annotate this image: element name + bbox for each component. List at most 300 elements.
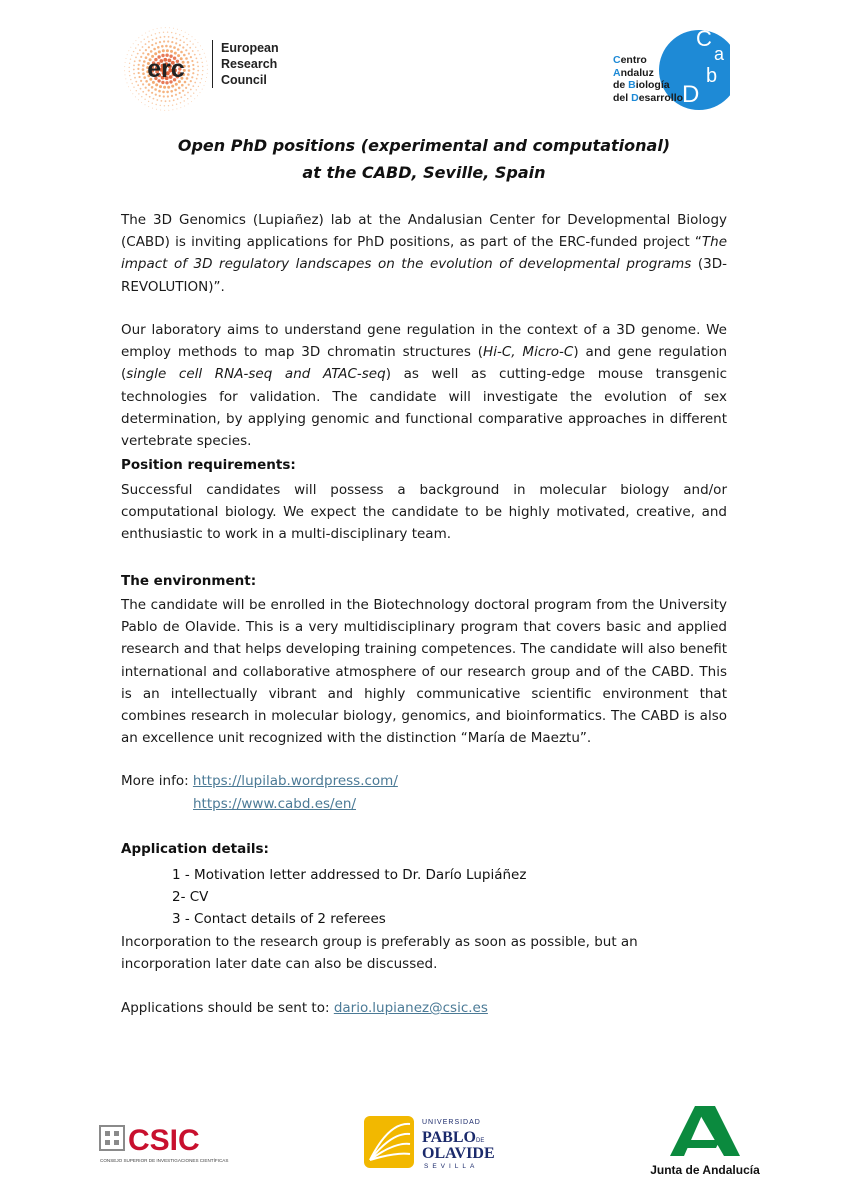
erc-dot — [141, 96, 142, 97]
upo-logo — [362, 1112, 502, 1172]
erc-dot — [185, 87, 187, 89]
erc-dot — [164, 105, 165, 106]
erc-dot — [168, 110, 169, 111]
erc-dot — [153, 98, 155, 100]
csic-subtitle: CONSEJO SUPERIOR DE INVESTIGACIONES CIENTÍFICAS — [100, 1158, 229, 1163]
erc-dot — [194, 54, 196, 56]
erc-dot — [197, 74, 199, 76]
list-item: 1 - Motivation letter addressed to Dr. Darío Lupiáñez — [172, 867, 527, 883]
more-info-label: More info: — [121, 773, 193, 789]
erc-dot — [178, 87, 181, 90]
erc-dot — [182, 90, 184, 92]
erc-dot — [192, 50, 194, 52]
erc-dot — [165, 45, 168, 48]
erc-dot — [133, 69, 135, 71]
application-heading: Application details: — [121, 841, 269, 857]
erc-dot — [180, 39, 182, 41]
erc-dot — [137, 84, 139, 86]
csic-mark: CSIC — [128, 1124, 200, 1157]
erc-dot — [133, 87, 134, 88]
erc-name-line2: Research — [221, 57, 278, 71]
erc-dot — [152, 39, 154, 41]
intro-paragraph: The 3D Genomics (Lupiañez) lab at the Andalusian Center for Developmental Biology (CABD) is inviting applications for PhD positions, as part of the ERC-funded project “The impact of 3D regulatory landscapes on the evolution of developmental programs (3D-REVOLUTION)”. — [121, 212, 727, 295]
send-line: Applications should be sent to: dario.lupianez@csic.es — [121, 1000, 488, 1016]
erc-dot — [172, 109, 173, 110]
more-info-second — [193, 793, 356, 815]
erc-dot — [139, 76, 141, 78]
junta-text: Junta de Andalucía — [650, 1163, 760, 1177]
erc-dot — [160, 105, 161, 106]
erc-dot — [193, 93, 194, 94]
erc-dot — [195, 47, 196, 48]
cabd-website-link[interactable]: https://www.cabd.es/en/ — [193, 796, 356, 812]
erc-dot — [159, 85, 162, 88]
erc-dot — [142, 91, 144, 93]
environment-heading: The environment: — [121, 573, 257, 589]
erc-dot — [135, 40, 136, 41]
erc-dot — [179, 44, 181, 46]
erc-dot — [197, 95, 198, 96]
erc-dot — [197, 42, 198, 43]
erc-dot — [175, 42, 177, 44]
erc-dot — [190, 95, 191, 96]
erc-dot — [161, 100, 163, 102]
erc-dot — [190, 56, 192, 58]
incorporation-note: Incorporation to the research group is preferably as soon as possible, but an incorporation later date can also be discussed. — [121, 934, 638, 973]
erc-dot — [138, 93, 139, 94]
svg-text:a: a — [714, 44, 725, 64]
erc-dot — [129, 75, 130, 76]
erc-dot — [143, 76, 146, 79]
erc-dot — [157, 46, 160, 49]
svg-text:b: b — [706, 65, 718, 87]
erc-dot — [171, 41, 173, 43]
erc-dot — [197, 70, 199, 72]
erc-dot — [138, 99, 139, 100]
erc-dot — [176, 104, 177, 105]
environment-text: The candidate will be enrolled in the Biotechnology doctoral program from the University Pablo de Olavide. This is a very multidisciplinary program that covers basic and applied research and that helps developing training competences. The candidate will also benefit international and collaborative atmosphere of our research group and of the CABD. This is an intellectually vibrant and highly communicative scientific environment that combines research in molecular biology, genomics, and bioinformatics. The CABD is also an excellence unit recognized with the distinction “María de Maeztu”. — [121, 597, 727, 747]
application-list — [172, 864, 526, 931]
erc-dot — [171, 95, 173, 97]
lab-paragraph: Our laboratory aims to understand gene regulation in the context of a 3D genome. We employ methods to map 3D chromatin structures (Hi-C, Micro-C) and gene regulation (single cell RNA-seq and ATAC-seq) as well as cutting-edge mouse transgenic technologies for validation. The candidate will investigate the evolution of sex determination, by applying genomic and functional comparative approaches in different vertebrate species. — [121, 322, 728, 450]
erc-dot — [205, 57, 206, 58]
erc-dot — [130, 47, 131, 48]
erc-dot — [195, 39, 196, 40]
erc-dot — [142, 68, 145, 71]
erc-dot — [149, 31, 150, 32]
erc-dot — [196, 78, 198, 80]
erc-dot — [192, 64, 194, 66]
erc-mark: erc — [147, 55, 185, 83]
erc-dot — [155, 94, 157, 96]
erc-dot — [171, 32, 172, 33]
erc-dot — [186, 44, 188, 46]
erc-dot — [163, 95, 165, 97]
erc-dot — [197, 61, 199, 63]
svg-text:D: D — [682, 81, 700, 108]
erc-dot — [151, 92, 153, 94]
csic-logo — [98, 1118, 238, 1170]
erc-dot — [191, 60, 193, 62]
erc-dot — [160, 110, 161, 111]
erc-dot — [125, 78, 126, 79]
erc-dot — [165, 100, 167, 102]
erc-dot — [148, 106, 149, 107]
erc-dot — [170, 90, 173, 93]
erc-dot — [169, 45, 172, 48]
erc-dot — [127, 82, 128, 83]
erc-dot — [181, 84, 184, 87]
project-title: The impact of 3D regulatory landscapes on the evolution of developmental programs — [121, 234, 727, 273]
erc-dot — [145, 43, 147, 45]
erc-dot — [174, 89, 177, 92]
erc-dot — [164, 110, 165, 111]
upo-sun-emblem-icon — [364, 1116, 414, 1168]
erc-dot — [160, 36, 162, 38]
erc-dot — [157, 28, 158, 29]
csic-emblem-icon — [100, 1126, 124, 1150]
cabd-line2: Andaluz — [613, 66, 654, 79]
erc-dot — [165, 27, 166, 28]
erc-dot — [142, 35, 143, 36]
erc-dot — [185, 57, 188, 60]
erc-dot — [145, 33, 146, 34]
erc-dot — [148, 83, 151, 86]
erc-dot — [187, 73, 190, 76]
erc-dot — [177, 29, 178, 30]
erc-dot — [201, 78, 202, 79]
erc-dot — [175, 83, 178, 86]
erc-name-line3: Council — [221, 73, 267, 87]
erc-dot — [183, 41, 185, 43]
erc-dot — [187, 92, 189, 94]
erc-dot — [184, 106, 185, 107]
erc-dot — [145, 104, 146, 105]
erc-dot — [176, 38, 178, 40]
erc-dot — [164, 36, 166, 38]
erc-dot — [197, 66, 199, 68]
junta-a-emblem-icon — [670, 1106, 740, 1156]
erc-dot — [161, 27, 162, 28]
erc-dot — [188, 84, 190, 86]
cabd-line1: Centro — [613, 54, 647, 66]
upo-name2: OLAVIDE — [422, 1145, 495, 1162]
erc-dot — [188, 65, 191, 68]
erc-dot — [198, 86, 199, 87]
erc-dot — [169, 27, 170, 28]
erc-dot — [163, 32, 164, 33]
erc-dot — [140, 88, 142, 90]
erc-dot — [205, 81, 206, 82]
erc-dot — [135, 57, 137, 59]
erc-dot — [168, 105, 169, 106]
erc-dot — [204, 85, 205, 86]
erc-dot — [139, 60, 141, 62]
erc-dot — [167, 95, 169, 97]
erc-dot — [175, 94, 177, 96]
erc-dot — [144, 99, 145, 100]
erc-dot — [190, 89, 192, 91]
erc-dot — [199, 54, 200, 55]
erc-dot — [154, 88, 157, 91]
erc-dot — [153, 29, 154, 30]
erc-dot — [192, 72, 194, 74]
erc-dot — [142, 64, 145, 67]
requirements-heading: Position requirements: — [121, 457, 296, 473]
more-info — [121, 770, 727, 792]
erc-dot — [167, 40, 169, 42]
erc-dot — [191, 76, 193, 78]
erc-dot — [192, 85, 194, 87]
erc-dot — [194, 82, 196, 84]
erc-dot — [138, 37, 139, 38]
erc-dot — [204, 53, 205, 54]
erc-dot — [166, 91, 169, 94]
erc-dot — [135, 81, 137, 83]
erc-dot — [162, 49, 165, 52]
upo-name1: PABLO — [422, 1129, 476, 1146]
erc-dot — [180, 51, 183, 54]
erc-dot — [149, 96, 151, 98]
erc-dot — [133, 43, 134, 44]
erc-dot — [163, 86, 166, 89]
erc-dot — [207, 65, 208, 66]
erc-dot — [188, 34, 189, 35]
erc-dot — [183, 36, 184, 37]
erc-dot — [145, 49, 147, 51]
list-item: 3 - Contact details of 2 referees — [172, 911, 386, 928]
erc-dot — [142, 83, 144, 85]
erc-dot — [135, 96, 136, 97]
title-line1: Open PhD positions (experimental and computational) — [177, 136, 671, 155]
erc-dot — [173, 99, 175, 101]
erc-dot — [133, 73, 135, 75]
erc-dot — [148, 46, 150, 48]
erc-dot — [188, 103, 189, 104]
erc-dot — [137, 68, 139, 70]
erc-dot — [186, 38, 187, 39]
erc-dot — [176, 108, 177, 109]
erc-dot — [179, 34, 180, 35]
erc-dot — [187, 61, 190, 64]
erc-dot — [180, 96, 182, 98]
erc-dot — [127, 54, 128, 55]
erc-dot — [133, 65, 135, 67]
erc-dot — [140, 80, 142, 82]
erc-dot — [128, 50, 129, 51]
erc-dot — [158, 90, 161, 93]
erc-dot — [147, 36, 148, 37]
erc-dot — [151, 86, 154, 89]
erc-dot — [168, 36, 170, 38]
erc-dot — [193, 68, 195, 70]
erc-dot — [180, 107, 181, 108]
erc-dot — [180, 102, 181, 103]
erc-dot — [173, 28, 174, 29]
erc-dot — [206, 61, 207, 62]
list-item: 2- CV — [172, 889, 209, 906]
erc-dot — [142, 46, 144, 48]
erc-dot — [125, 74, 126, 75]
erc-dot — [187, 98, 188, 99]
erc-dot — [191, 101, 192, 102]
erc-dot — [155, 83, 158, 86]
erc-dot — [151, 35, 152, 36]
cabd-line3: de Biología — [613, 79, 670, 91]
erc-dot — [135, 47, 136, 48]
erc-dot — [201, 58, 202, 59]
erc-dot — [197, 50, 198, 51]
erc-dot — [169, 100, 171, 102]
erc-dot — [153, 48, 156, 51]
erc-dot — [181, 30, 182, 31]
erc-dot — [188, 69, 191, 72]
erc-dot — [136, 90, 137, 91]
erc-dot — [138, 64, 140, 66]
junta-logo — [640, 1104, 770, 1180]
erc-dot — [179, 92, 181, 94]
erc-dot — [166, 49, 169, 52]
erc-dot — [190, 41, 191, 42]
erc-dot — [145, 94, 147, 96]
erc-dot — [207, 73, 208, 74]
erc-dot — [188, 53, 190, 55]
title-line2: at the CABD, Seville, Spain — [302, 163, 546, 182]
erc-dot — [200, 45, 201, 46]
erc-dot — [133, 51, 134, 52]
erc-dot — [206, 77, 207, 78]
erc-dot — [145, 87, 147, 89]
erc-dot — [190, 80, 192, 82]
erc-name-line1: European — [221, 41, 279, 55]
erc-dot — [124, 66, 125, 67]
erc-dot — [130, 90, 131, 91]
erc-dot — [132, 83, 133, 84]
erc-dot — [152, 103, 153, 104]
erc-dot — [134, 60, 136, 62]
erc-dot — [185, 32, 186, 33]
erc-dot — [124, 70, 125, 71]
erc-dot — [182, 46, 184, 48]
erc-dot — [142, 72, 145, 75]
erc-dot — [156, 37, 158, 39]
erc-dot — [137, 53, 139, 55]
erc-dot — [189, 47, 191, 49]
erc-dot — [139, 49, 141, 51]
cabd-line4: del Desarrollo — [613, 91, 684, 104]
erc-dot — [148, 101, 149, 102]
erc-dot — [175, 33, 176, 34]
erc-dot — [142, 52, 144, 54]
erc-dot — [186, 77, 189, 80]
erc-dot — [173, 46, 176, 49]
erc-dot — [207, 69, 208, 70]
erc-dot — [129, 63, 130, 64]
erc-dot — [128, 86, 129, 87]
erc-dot — [155, 42, 157, 44]
document-title — [0, 132, 848, 186]
erc-dot — [125, 62, 126, 63]
erc-dot — [129, 67, 130, 68]
erc-dot — [159, 32, 160, 33]
erc-dot — [200, 92, 201, 93]
upo-top: UNIVERSIDAD — [422, 1119, 481, 1126]
erc-dot — [194, 98, 195, 99]
erc-dot — [196, 58, 198, 60]
erc-dot — [185, 49, 187, 51]
erc-dot — [126, 58, 127, 59]
erc-dot — [170, 50, 173, 53]
erc-dot — [159, 41, 161, 43]
erc-dot — [161, 45, 164, 48]
erc-dot — [172, 105, 173, 106]
erc-dot — [202, 62, 203, 63]
erc-dot — [196, 89, 197, 90]
svg-text:C: C — [696, 26, 712, 51]
erc-dot — [138, 72, 140, 74]
erc-dot — [177, 98, 179, 100]
erc-dot — [140, 41, 141, 42]
erc-dot — [184, 94, 186, 96]
erc-dot — [130, 79, 131, 80]
erc-dot — [155, 33, 156, 34]
erc-dot — [148, 89, 150, 91]
erc-dot — [144, 39, 145, 40]
erc-dot — [152, 108, 153, 109]
erc-dot — [132, 93, 133, 94]
erc-dot — [129, 71, 130, 72]
erc-name — [212, 40, 279, 88]
upo-city: SEVILLA — [424, 1163, 479, 1170]
erc-dot — [130, 59, 131, 60]
erc-dot — [171, 85, 174, 88]
requirements-text: Successful candidates will possess a background in molecular biology and/or computational biology. We expect the candidate to be highly motivated, creative, and enthusiastic to work in a multi-disciplinary team. — [121, 482, 727, 543]
erc-dot — [158, 50, 161, 53]
erc-dot — [143, 60, 146, 63]
erc-dot — [162, 91, 165, 94]
erc-dot — [150, 50, 153, 53]
erc-dot — [148, 41, 150, 43]
erc-dot — [177, 48, 180, 51]
erc-dot — [200, 82, 201, 83]
erc-dot — [167, 86, 170, 89]
erc-dot — [167, 32, 168, 33]
erc-dot — [172, 37, 174, 39]
erc-dot — [163, 40, 165, 42]
erc-dot — [141, 102, 142, 103]
erc-dot — [192, 36, 193, 37]
contact-email-link[interactable]: dario.lupianez@csic.es — [333, 1000, 488, 1016]
erc-dot — [140, 56, 142, 58]
lab-website-link[interactable]: https://lupilab.wordpress.com/ — [192, 773, 398, 789]
erc-dot — [138, 44, 139, 45]
erc-dot — [202, 89, 203, 90]
erc-dot — [134, 77, 136, 79]
erc-dot — [156, 99, 158, 101]
erc-dot — [131, 55, 132, 56]
erc-dot — [151, 44, 153, 46]
erc-dot — [192, 43, 193, 44]
erc-dot — [202, 66, 203, 67]
erc-dot — [184, 100, 185, 101]
upo-de: DE — [476, 1138, 485, 1144]
cabd-name — [613, 54, 683, 104]
erc-dot — [156, 104, 157, 105]
erc-dot — [156, 109, 157, 110]
erc-dot — [159, 95, 161, 97]
erc-dot — [202, 49, 203, 50]
erc-dot — [202, 74, 203, 75]
